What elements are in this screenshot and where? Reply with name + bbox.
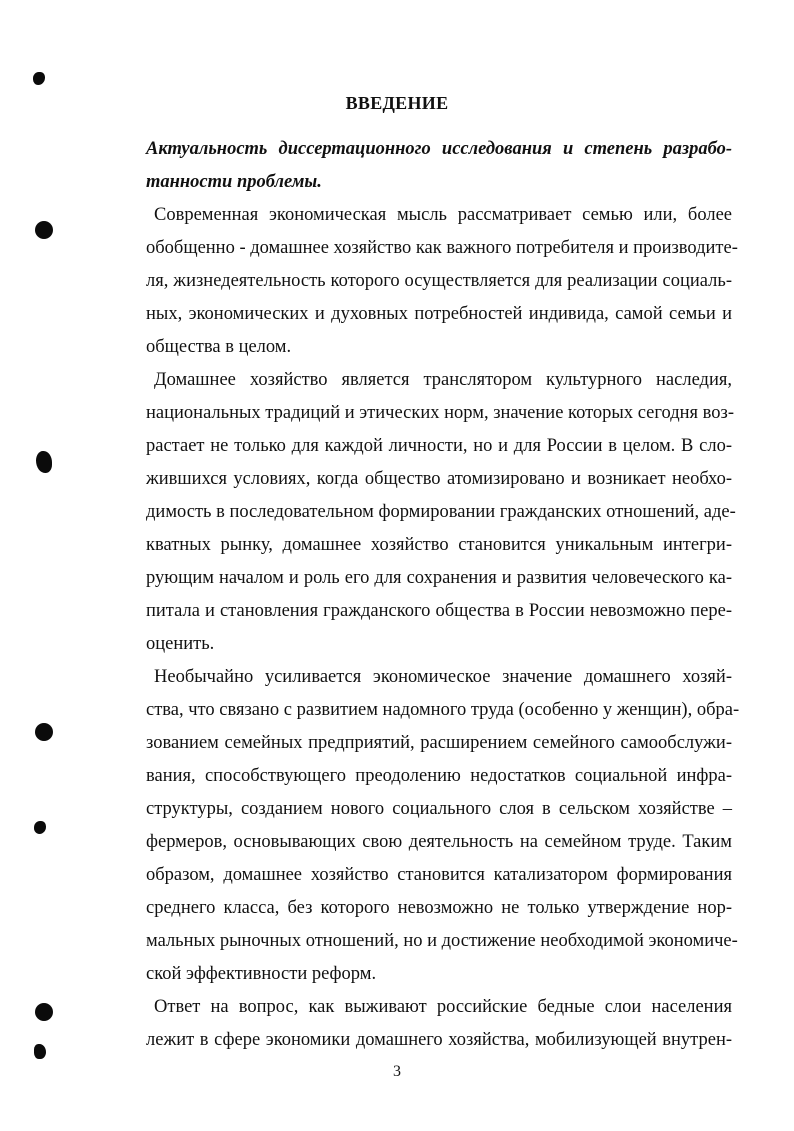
section-heading-line: танности проблемы. — [146, 172, 322, 192]
paragraph-line: питала и становления гражданского общества в России невозможно пере- — [146, 601, 732, 621]
paragraph-line: ных, экономических и духовных потребностей индивида, самой семьи и — [146, 304, 732, 324]
paragraph-line: национальных традиций и этических норм, значение которых сегодня воз- — [146, 403, 734, 423]
paragraph-line: образом, домашнее хозяйство становится катализатором формирования — [146, 865, 732, 885]
punch-hole-mark — [33, 72, 45, 85]
paragraph-line: растает не только для каждой личности, но и для России в целом. В сло- — [146, 436, 732, 456]
punch-hole-mark — [34, 821, 46, 834]
paragraph-line: среднего класса, без которого невозможно не только утверждение нор- — [146, 898, 732, 918]
punch-hole-mark — [35, 221, 53, 239]
paragraph-line: обобщенно - домашнее хозяйство как важного потребителя и производите- — [146, 238, 738, 258]
paragraph-line: Домашнее хозяйство является транслятором культурного наследия, — [154, 370, 732, 390]
paragraph-line: жившихся условиях, когда общество атомизировано и возникает необхо- — [146, 469, 732, 489]
paragraph-line: Современная экономическая мысль рассматривает семью или, более — [154, 205, 732, 225]
paragraph-line: зованием семейных предприятий, расширением семейного самообслужи- — [146, 733, 732, 753]
paragraph-line: оценить. — [146, 634, 215, 654]
page-title: ВВЕДЕНИЕ — [345, 93, 449, 113]
paragraph-line: Ответ на вопрос, как выживают российские бедные слои населения — [154, 997, 732, 1017]
paragraph-line: фермеров, основывающих свою деятельность на семейном труде. Таким — [146, 832, 732, 852]
paragraph-line: кватных рынку, домашнее хозяйство становится уникальным интегри- — [146, 535, 732, 555]
paragraph-line: ства, что связано с развитием надомного труда (особенно у женщин), обра- — [146, 700, 740, 720]
paragraph-line: вания, способствующего преодолению недостатков социальной инфра- — [146, 766, 732, 786]
paragraph-line: лежит в сфере экономики домашнего хозяйства, мобилизующей внутрен- — [146, 1030, 732, 1050]
punch-hole-mark — [36, 451, 52, 473]
paragraph-line: ля, жизнедеятельность которого осуществляется для реализации социаль- — [146, 271, 732, 291]
paragraph-line: общества в целом. — [146, 337, 292, 357]
page-number: 3 — [393, 1063, 401, 1080]
paragraph-line: димость в последовательном формировании гражданских отношений, аде- — [146, 502, 736, 522]
paragraph-line: Необычайно усиливается экономическое значение домашнего хозяй- — [154, 667, 732, 687]
punch-hole-mark — [35, 1003, 53, 1021]
punch-hole-mark — [35, 723, 53, 741]
paragraph-line: рующим началом и роль его для сохранения и развития человеческого ка- — [146, 568, 732, 588]
punch-hole-mark — [34, 1044, 46, 1059]
section-heading-line: Актуальность диссертационного исследования и степень разрабо- — [146, 139, 732, 159]
paragraph-line: ской эффективности реформ. — [146, 964, 377, 984]
paragraph-line: структуры, созданием нового социального слоя в сельском хозяйстве – — [146, 799, 732, 819]
paragraph-line: мальных рыночных отношений, но и достижение необходимой экономиче- — [146, 931, 738, 951]
